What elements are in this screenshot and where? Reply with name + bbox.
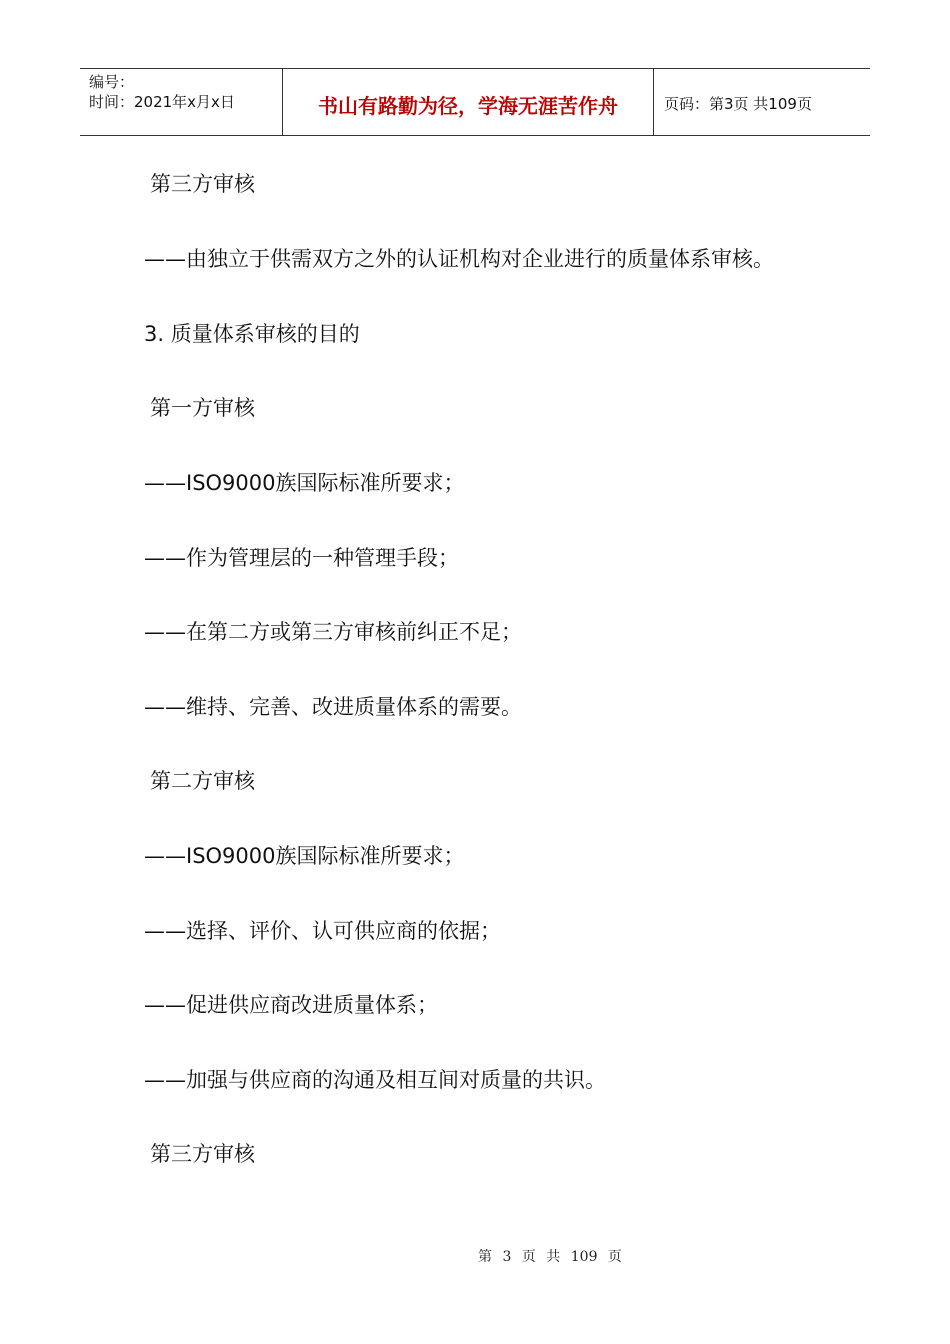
body-line: ——加强与供应商的沟通及相互间对质量的共识。 <box>144 1068 606 1092</box>
section-heading: 第一方审核 <box>150 396 255 420</box>
section-heading: 第三方审核 <box>150 1142 255 1166</box>
header-page-info: 页码：第3页 共109页 <box>664 94 812 113</box>
body-line: ——ISO9000族国际标准所要求； <box>144 471 465 495</box>
body-line: ——ISO9000族国际标准所要求； <box>144 844 465 868</box>
body-line: ——作为管理层的一种管理手段； <box>144 546 459 570</box>
code-label: 编号： <box>89 73 135 91</box>
body-line: ——促进供应商改进质量体系； <box>144 993 438 1017</box>
body-line: ——维持、完善、改进质量体系的需要。 <box>144 695 522 719</box>
header-meta <box>80 69 282 135</box>
section-title: 3. 质量体系审核的目的 <box>144 322 360 346</box>
header-motto: 书山有路勤为径，学海无涯苦作舟 <box>282 69 654 135</box>
page-header <box>80 68 870 136</box>
section-heading: 第三方审核 <box>150 172 255 196</box>
body-line: ——选择、评价、认可供应商的依据； <box>144 919 501 943</box>
date-label: 时间：2021年x月x日 <box>89 93 235 111</box>
body-line: ——由独立于供需双方之外的认证机构对企业进行的质量体系审核。 <box>144 247 774 271</box>
section-heading: 第二方审核 <box>150 769 255 793</box>
body-line: ——在第二方或第三方审核前纠正不足； <box>144 620 522 644</box>
page-footer: 第 3 页 共 109 页 <box>478 1249 622 1265</box>
